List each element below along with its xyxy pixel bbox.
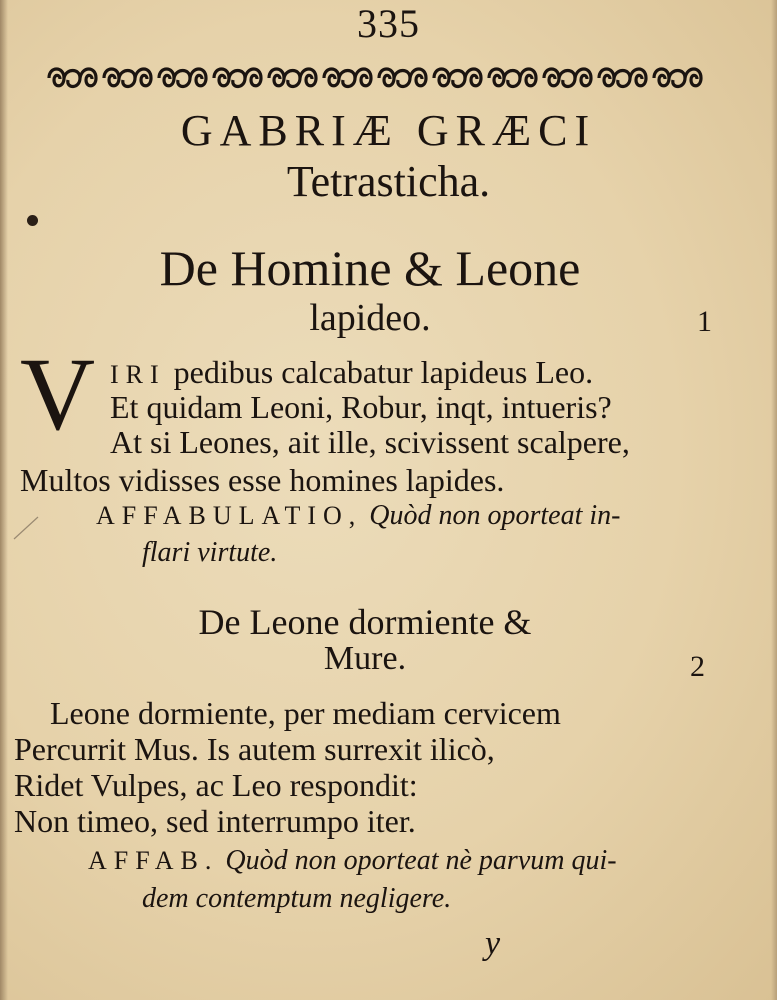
fable1-moral-text-cont: flari virtute.	[142, 537, 278, 568]
fable2-moral-text: Quòd non oporteat nè parvum qui-	[225, 845, 617, 876]
fable2-heading: De Leone dormiente &	[198, 602, 532, 642]
fable1-number: 1	[697, 305, 712, 338]
fable2-line4: Non timeo, sed interrumpo iter.	[14, 803, 416, 839]
pencil-mark	[8, 505, 48, 555]
catchword: y	[485, 925, 501, 962]
fable2-moral-label: AFFAB.	[88, 846, 219, 875]
fleuron-band-icon	[44, 58, 704, 98]
fable1-moral-text: Quòd non oporteat in-	[369, 500, 621, 531]
fable1-line3: At si Leones, ait ille, scivissent scalpere,	[110, 424, 630, 460]
fable1-heading: De Homine & Leone	[159, 240, 581, 296]
fable1-heading-cont: lapideo.	[309, 297, 431, 339]
fable1-line2: Et quidam Leoni, Robur, inqt, intueris?	[110, 389, 612, 425]
fable1-line1-text: pedibus calcabatur lapideus Leo.	[165, 354, 594, 390]
page-number: 335	[357, 1, 420, 46]
fable1-dropcap: V	[20, 337, 96, 452]
fable2-line1: Leone dormiente, per mediam cervicem	[50, 695, 561, 731]
fable1-line1	[110, 354, 593, 393]
fable2-line3: Ridet Vulpes, ac Leo respondit:	[14, 767, 418, 803]
fable2-moral-text-cont: dem contemptum negligere.	[142, 883, 452, 914]
fable1-line4: Multos vidisses esse homines lapides.	[20, 462, 505, 498]
fable1-moral-label: AFFABULATIO,	[96, 501, 363, 530]
collection-subtitle: Tetrasticha.	[286, 157, 491, 206]
collection-title: GABRIÆ GRÆCI	[180, 106, 597, 155]
fable1-line1-smallcaps: IRI	[110, 360, 166, 389]
fable2-moral	[88, 845, 617, 877]
fable2-line2: Percurrit Mus. Is autem surrexit ilicò,	[14, 731, 495, 767]
ink-dot	[27, 215, 38, 226]
fable1-moral	[96, 500, 620, 532]
fable2-heading-cont: Mure.	[323, 640, 407, 677]
fable2-number: 2	[690, 650, 705, 683]
